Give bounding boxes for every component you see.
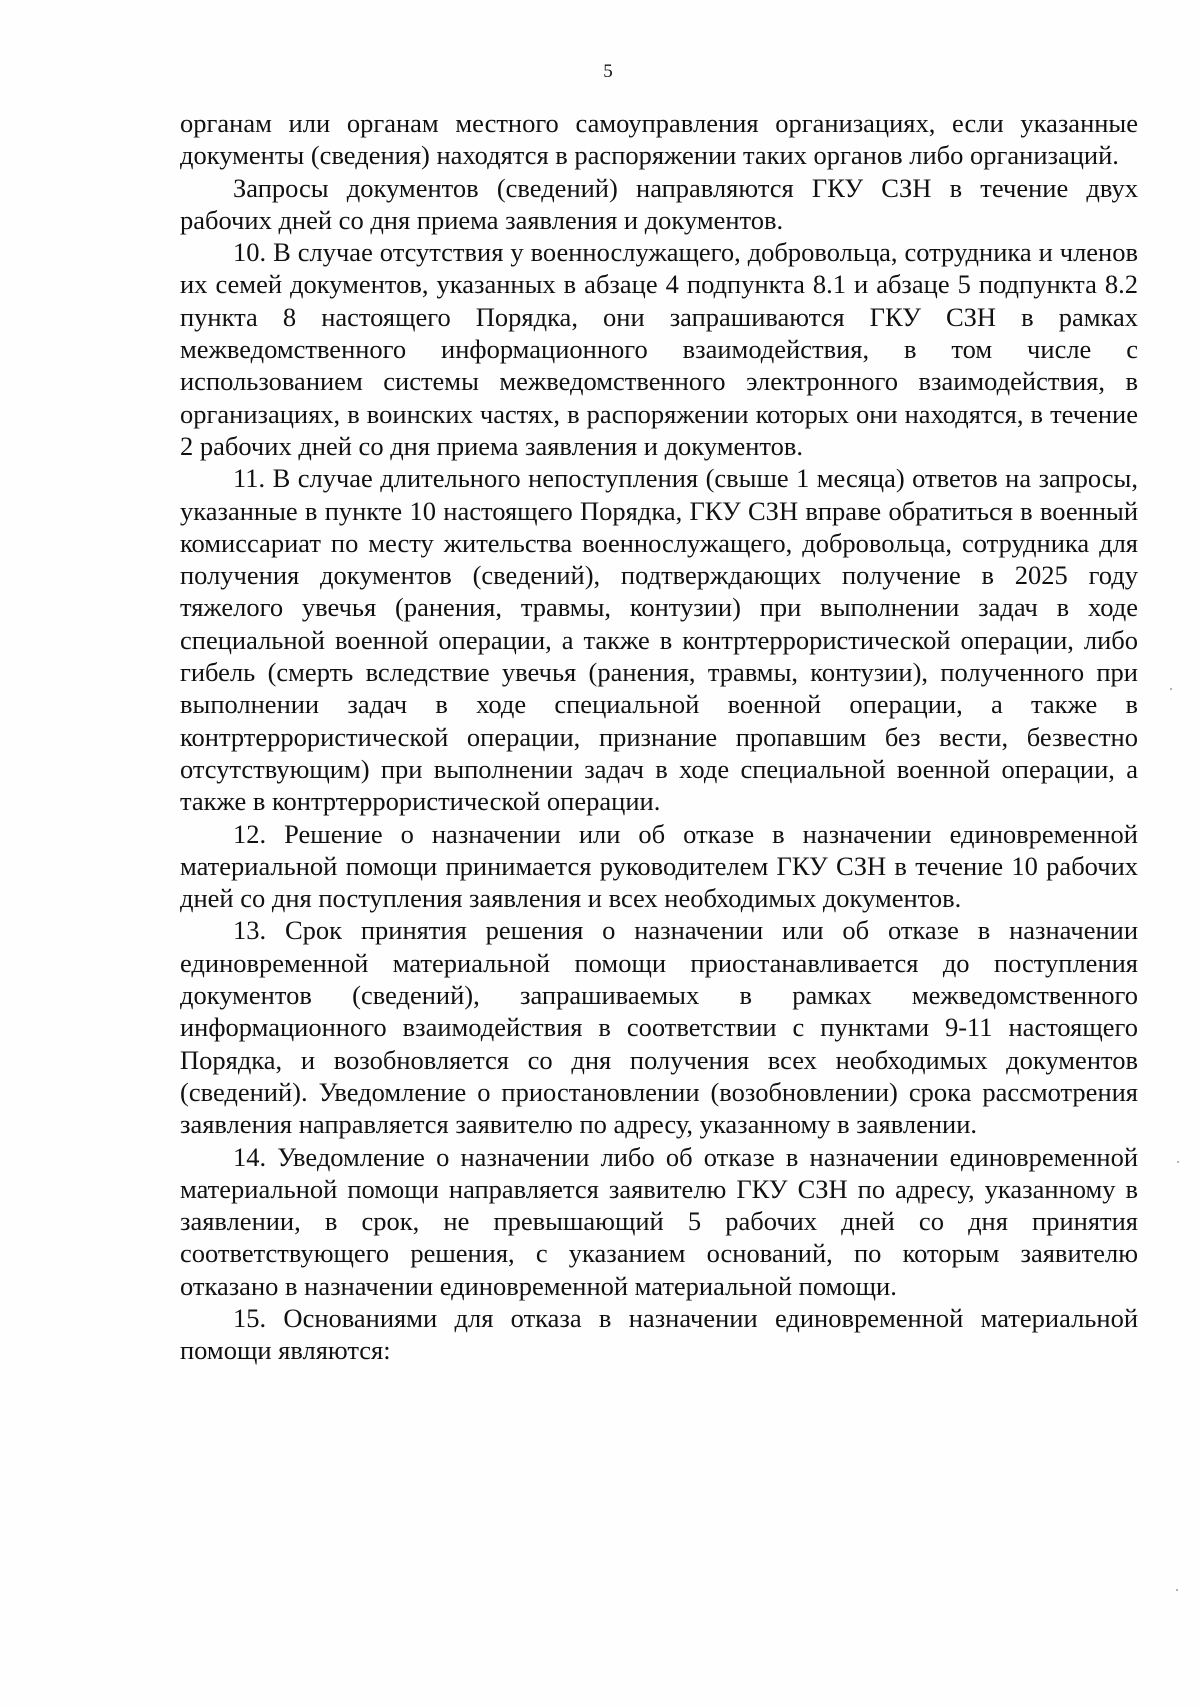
- scan-speck: [1176, 1589, 1178, 1591]
- scan-speck: [1177, 1161, 1179, 1163]
- paragraph-continuation: органам или органам местного самоуправления организациях, если указанные документы (сведения) находятся в распоряжении таких органов либо организаций.: [180, 108, 1138, 171]
- paragraph-item-13: 13. Срок принятия решения о назначении или об отказе в назначении единовременной материальной помощи приостанавливается до поступления документов (сведений), запрашиваемых в рамках межведомственного информационного взаимодействия в соответствии с пунктами 9-11 настоящего Порядка, и возобновляется со дня получения всех необходимых документов (сведений). Уведомление о приостановлении (возобновлении) срока рассмотрения заявления направляется заявителю по адресу, указанному в заявлении.: [180, 915, 1138, 1140]
- paragraph-item-15: 15. Основаниями для отказа в назначении единовременной материальной помощи являются:: [180, 1302, 1138, 1366]
- page-number: 5: [603, 61, 613, 82]
- paragraph-item-12: 12. Решение о назначении или об отказе в назначении единовременной материальной помощи принимается руководителем ГКУ СЗН в течение 10 рабочих дней со дня поступления заявления и всех необходимых документов.: [180, 818, 1138, 914]
- scan-speck: [1170, 688, 1172, 690]
- paragraph-requests: Запросы документов (сведений) направляются ГКУ СЗН в течение двух рабочих дней со дня приема заявления и документов.: [180, 172, 1138, 235]
- paragraph-item-10: 10. В случае отсутствия у военнослужащего, добровольца, сотрудника и членов их семей документов, указанных в абзаце 4 подпункта 8.1 и абзаце 5 подпункта 8.2 пункта 8 настоящего Порядка, они запрашиваются ГКУ СЗН в рамках межведомственного информационного взаимодействия, в том числе с использованием системы межведомственного электронного взаимодействия, в организациях, в воинских частях, в распоряжении которых они находятся, в течение 2 рабочих дней со дня приема заявления и документов.: [180, 237, 1138, 461]
- paragraph-item-11: 11. В случае длительного непоступления (свыше 1 месяца) ответов на запросы, указанные в пункте 10 настоящего Порядка, ГКУ СЗН вправе обратиться в военный комиссариат по месту жительства военнослужащего, добровольца, сотрудника для получения документов (сведений), подтверждающих получение в 2025 году тяжелого увечья (ранения, травмы, контузии) при выполнении задач в ходе специальной военной операции, а также в контртеррористической операции, либо гибель (смерть вследствие увечья (ранения, травмы, контузии), полученного при выполнении задач в ходе специальной военной операции, а также в контртеррористической операции, признание пропавшим без вести, безвестно отсутствующим) при выполнении задач в ходе специальной военной операции, а также в контртеррористической операции.: [180, 463, 1138, 817]
- paragraph-item-14: 14. Уведомление о назначении либо об отказе в назначении единовременной материальной помощи направляется заявителю ГКУ СЗН по адресу, указанному в заявлении, в срок, не превышающий 5 рабочих дней со дня принятия соответствующего решения, с указанием оснований, по которым заявителю отказано в назначении единовременной материальной помощи.: [180, 1141, 1138, 1301]
- document-body: [180, 107, 1138, 1367]
